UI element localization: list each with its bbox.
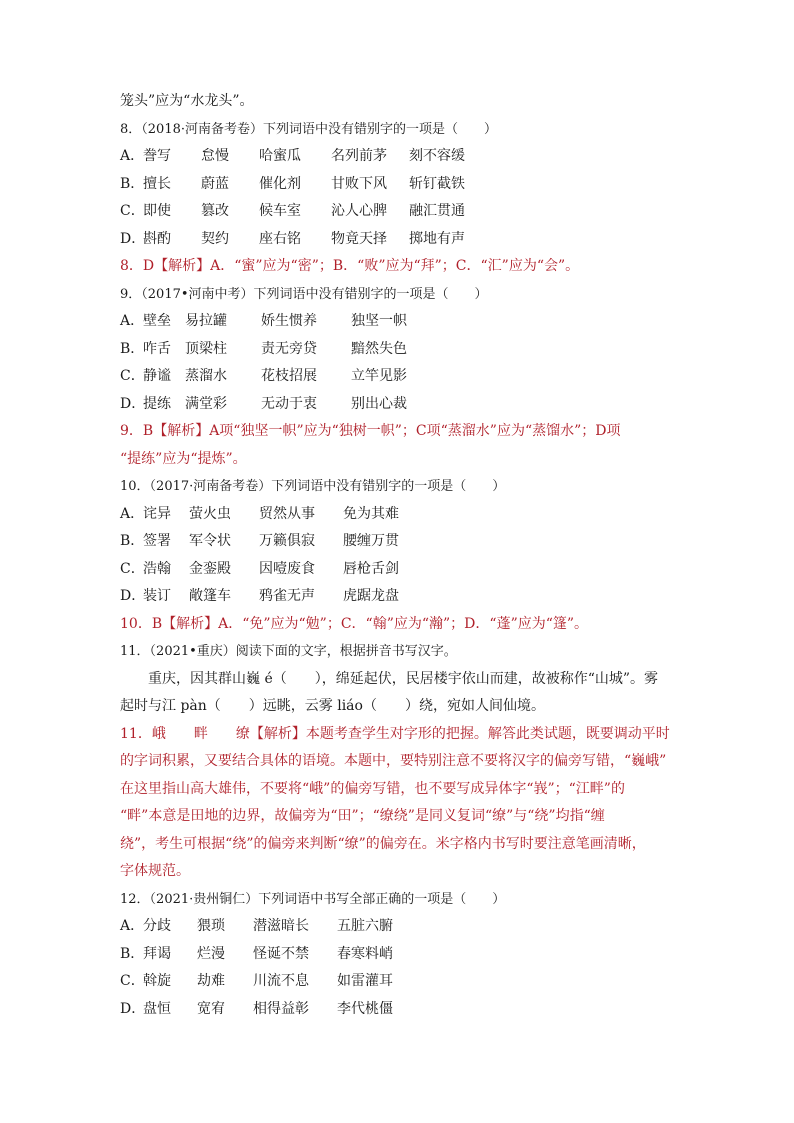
option-letter: A． xyxy=(120,148,145,164)
option-word: 静谧 xyxy=(143,368,171,384)
option-letter: B． xyxy=(120,340,145,357)
question-9-stem: 9．（2017•河南中考）下列词语中没有错别字的一项是（ ） xyxy=(120,286,488,302)
option-word: 李代桃僵 xyxy=(337,1000,393,1017)
option-letter: D． xyxy=(120,588,146,604)
option-word: 候车室 xyxy=(259,203,301,219)
option-word: 擅长 xyxy=(143,175,171,192)
option-word: 敞篷车 xyxy=(189,588,231,604)
option-word: 责无旁贷 xyxy=(261,340,317,357)
option-word: 斡旋 xyxy=(143,973,171,989)
question-8-option-a xyxy=(120,143,680,171)
question-9-option-c xyxy=(120,363,680,391)
question-8-answer: 8．D【解析】A．“蜜”应为“密”；B．“败”应为“拜”；C．“汇”应为“会”。 xyxy=(120,258,580,274)
option-letter: A． xyxy=(120,505,145,522)
option-word: 五脏六腑 xyxy=(337,918,393,934)
question-11-answer-line-4: “畔”本意是田地的边界，故偏旁为“田”；“缭绕”是同义复词“缭”与“绕”均指“缠 xyxy=(120,808,605,824)
option-letter: C． xyxy=(120,973,145,989)
option-letter: B． xyxy=(120,175,145,192)
question-8-stem: 8．（2018·河南备考卷）下列词语中没有错别字的一项是（ ） xyxy=(120,121,497,137)
option-word: 如雷灌耳 xyxy=(337,973,393,989)
question-8-option-b xyxy=(120,171,680,199)
option-letter: D． xyxy=(120,1000,146,1017)
option-word: 虎踞龙盘 xyxy=(343,588,399,604)
question-9-option-b xyxy=(120,336,680,364)
option-word: 篡改 xyxy=(201,203,229,219)
option-word: 腰缠万贯 xyxy=(343,533,399,549)
question-12-stem: 12．（2021·贵州铜仁）下列词语中书写全部正确的一项是（ ） xyxy=(120,891,506,907)
option-word: 蔚蓝 xyxy=(201,175,229,192)
question-10-option-a xyxy=(120,501,680,529)
option-word: 别出心裁 xyxy=(351,395,407,412)
option-word: 怠慢 xyxy=(201,148,229,164)
option-word: 座右铭 xyxy=(259,230,301,247)
option-word: 甘败下风 xyxy=(331,175,387,192)
option-word: 立竿见影 xyxy=(351,368,407,384)
option-word: 签署 xyxy=(143,533,171,549)
option-word: 拜谒 xyxy=(143,945,171,962)
option-word: 宽宥 xyxy=(197,1000,225,1017)
question-8-option-c xyxy=(120,198,680,226)
option-word: 斩钉截铁 xyxy=(409,175,465,192)
option-word: 花枝招展 xyxy=(261,368,317,384)
question-10-stem: 10．（2017·河南备考卷）下列词语中没有错别字的一项是（ ） xyxy=(120,479,506,494)
option-letter: B． xyxy=(120,533,145,549)
option-word: 猥琐 xyxy=(197,918,225,934)
question-11-answer-line-2: 的字词积累，又要结合具体的语境。本题中，要特别注意不要将汉字的偏旁写错，“巍峨” xyxy=(120,753,667,769)
option-word: 装订 xyxy=(143,588,171,604)
option-word: 因噎废食 xyxy=(259,560,315,577)
option-word: 劫难 xyxy=(197,973,225,989)
option-word: 贸然从事 xyxy=(259,505,315,522)
option-letter: D． xyxy=(120,395,146,412)
question-9-answer-line-1: 9．B【解析】A项“独坚一帜”应为“独树一帜”；C项“蒸溜水”应为“蒸馏水”；D项 xyxy=(120,423,621,439)
option-word: 刻不容缓 xyxy=(409,148,465,164)
question-11-answer-line-3: 在这里指山高大雄伟，不要将“峨”的偏旁写错，也不要写成异体字“峩”；“江畔”的 xyxy=(120,780,625,797)
question-12-option-c xyxy=(120,968,680,996)
option-letter: D． xyxy=(120,230,146,247)
option-word: 诧异 xyxy=(143,505,171,522)
option-word: 催化剂 xyxy=(259,175,301,192)
option-letter: C． xyxy=(120,368,145,384)
option-word: 壁垒 xyxy=(143,313,171,329)
option-word: 潜滋暗长 xyxy=(253,918,309,934)
option-word: 即使 xyxy=(143,203,171,219)
option-word: 唇枪舌剑 xyxy=(343,560,399,577)
option-word: 怪诞不禁 xyxy=(253,945,309,962)
option-word: 娇生惯养 xyxy=(261,313,317,329)
question-12-option-b xyxy=(120,941,680,969)
option-word: 春寒料峭 xyxy=(337,945,393,962)
question-12-option-a xyxy=(120,913,680,941)
option-word: 万籁俱寂 xyxy=(259,533,315,549)
option-letter: C． xyxy=(120,203,145,219)
question-10-answer: 10．B【解析】A．“免”应为“勉”；C．“翰”应为“瀚”；D．“蓬”应为“篷”。 xyxy=(120,615,589,632)
question-11-stem: 11．（2021•重庆）阅读下面的文字，根据拼音书写汉字。 xyxy=(120,644,457,659)
question-11-answer-line-5: 绕”，考生可根据“绕”的偏旁来判断“缭”的偏旁在。米字格内书写时要注意笔画清晰， xyxy=(120,835,646,852)
question-9-option-a xyxy=(120,308,680,336)
option-word: 蒸溜水 xyxy=(185,368,227,384)
option-word: 誊写 xyxy=(143,148,171,164)
option-word: 鸦雀无声 xyxy=(259,588,315,604)
option-word: 盘恒 xyxy=(143,1000,171,1017)
question-10-option-c xyxy=(120,556,680,584)
option-word: 免为其难 xyxy=(343,505,399,522)
question-11-passage-line-1: 重庆，因其群山巍 é（ ），绵延起伏，民居楼宇依山而建，故被称作“山城”。雾 xyxy=(148,670,659,687)
option-word: 顶梁柱 xyxy=(185,340,227,357)
option-word: 哈蜜瓜 xyxy=(259,148,301,164)
option-word: 物竟天择 xyxy=(331,230,387,247)
option-word: 金銮殿 xyxy=(189,560,231,577)
option-letter: B． xyxy=(120,945,145,962)
option-word: 提练 xyxy=(143,395,171,412)
option-word: 满堂彩 xyxy=(185,395,227,412)
question-8-option-d xyxy=(120,226,680,254)
option-word: 名列前茅 xyxy=(331,148,387,164)
option-word: 独坚一帜 xyxy=(351,313,407,329)
continuation-line: 笼头”应为“水龙头”。 xyxy=(120,93,254,109)
question-9-answer-line-2: “提练”应为“提炼”。 xyxy=(120,450,247,467)
question-9-option-d xyxy=(120,391,680,419)
question-11-passage-line-2: 起时与江 pàn（ ）远眺，云雾 liáo（ ）绕，宛如人间仙境。 xyxy=(120,698,545,714)
option-word: 易拉罐 xyxy=(185,313,227,329)
option-word: 浩翰 xyxy=(143,560,171,577)
question-11-answer-line-6: 字体规范。 xyxy=(120,863,190,879)
document-page xyxy=(120,88,680,1023)
option-word: 川流不息 xyxy=(253,973,309,989)
option-word: 咋舌 xyxy=(143,340,171,357)
question-10-option-b xyxy=(120,528,680,556)
question-10-option-d xyxy=(120,583,680,611)
option-word: 相得益彰 xyxy=(253,1000,309,1017)
option-word: 融汇贯通 xyxy=(409,203,465,219)
option-word: 契约 xyxy=(201,230,229,247)
option-word: 沁人心脾 xyxy=(331,203,387,219)
option-letter: C． xyxy=(120,560,145,577)
question-11-answer-line-1: 11．峨 畔 缭【解析】本题考查学生对字形的把握。解答此类试题，既要调动平时 xyxy=(120,725,670,742)
option-word: 萤火虫 xyxy=(189,505,231,522)
option-word: 分歧 xyxy=(143,918,171,934)
question-12-option-d xyxy=(120,996,680,1024)
option-word: 军令状 xyxy=(189,533,231,549)
option-letter: A． xyxy=(120,918,145,934)
option-word: 斟酌 xyxy=(143,230,171,247)
option-word: 掷地有声 xyxy=(409,230,465,247)
option-letter: A． xyxy=(120,313,145,329)
option-word: 无动于衷 xyxy=(261,395,317,412)
option-word: 烂漫 xyxy=(197,945,225,962)
option-word: 黯然失色 xyxy=(351,340,407,357)
